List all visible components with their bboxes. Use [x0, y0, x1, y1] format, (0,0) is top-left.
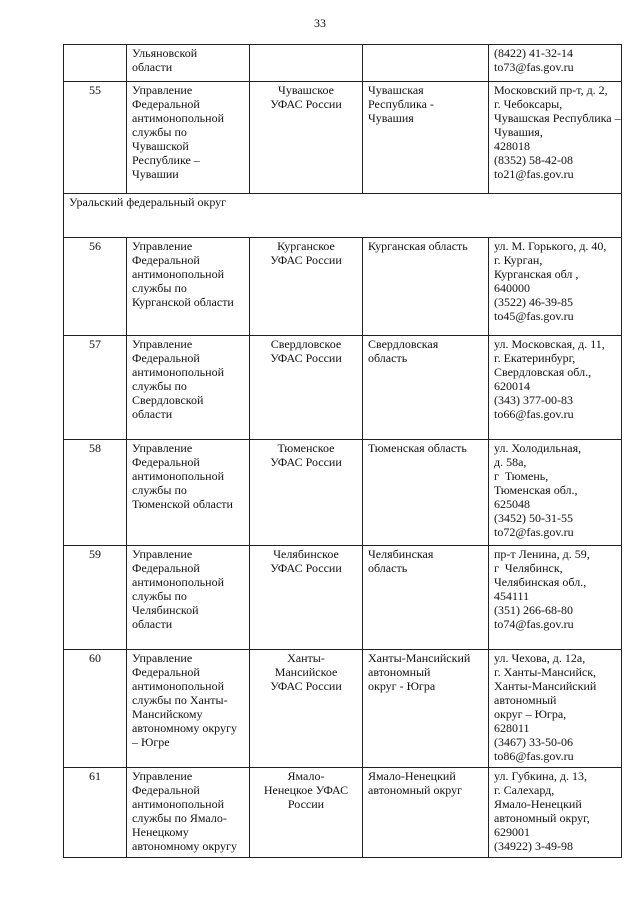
authority-name-line: антимонопольной — [132, 365, 224, 379]
region-cell — [363, 546, 489, 650]
address-line: округ – Югра, — [494, 707, 567, 721]
authority-name-line: Тюменской области — [132, 497, 233, 511]
short-name-line: Ямало- — [287, 769, 325, 783]
address-line: г. Салехард, — [494, 783, 555, 797]
address-line: Московский пр-т, д. 2, — [494, 83, 608, 97]
region-line: автономный — [368, 665, 431, 679]
address-line: (8422) 41-32-14 — [494, 46, 573, 60]
address-line: (343) 377-00-83 — [494, 393, 573, 407]
address-cell — [489, 45, 622, 82]
address-line: to86@fas.gov.ru — [494, 749, 574, 763]
authority-name-line: службы по Ханты- — [132, 693, 228, 707]
short-name-cell — [250, 768, 363, 858]
row-number: 60 — [64, 650, 127, 768]
table-row — [64, 238, 622, 336]
authority-name-line: Управление — [132, 769, 193, 783]
address-line: 629001 — [494, 825, 530, 839]
authority-name-line: Чувашской — [132, 139, 189, 153]
region-cell — [363, 336, 489, 440]
address-cell — [489, 238, 622, 336]
address-line: (351) 266-68-80 — [494, 603, 573, 617]
authority-name-line: области — [132, 407, 173, 421]
address-line: 628011 — [494, 721, 530, 735]
authority-name-line: Федеральной — [132, 351, 200, 365]
region-cell — [363, 768, 489, 858]
authority-name-cell — [127, 238, 250, 336]
address-line: ул. М. Горького, д. 40, — [494, 239, 607, 253]
address-line: г. Курган, — [494, 253, 543, 267]
authority-name-cell — [127, 440, 250, 546]
authority-name-cell — [127, 768, 250, 858]
address-line: ул. Холодильная, — [494, 441, 582, 455]
short-name-line: Чувашское — [278, 83, 334, 97]
authority-name-line: антимонопольной — [132, 111, 224, 125]
region-line: Ямало-Ненецкий — [368, 769, 456, 783]
address-cell — [489, 650, 622, 768]
authority-name-line: антимонопольной — [132, 797, 224, 811]
authority-name-line: Ненецкому — [132, 825, 189, 839]
authority-name-line: службы по — [132, 379, 187, 393]
short-name-line: Свердловское — [270, 337, 342, 351]
address-cell — [489, 82, 622, 194]
table-row — [64, 45, 622, 82]
short-name-line: Ханты- — [287, 651, 325, 665]
row-number: 59 — [64, 546, 127, 650]
short-name-line: России — [287, 797, 325, 811]
address-line: to66@fas.gov.ru — [494, 407, 574, 421]
region-cell — [363, 440, 489, 546]
authority-name-line: Федеральной — [132, 253, 200, 267]
address-line: ул. Чехова, д. 12а, — [494, 651, 586, 665]
address-line: д. 58а, — [494, 455, 527, 469]
short-name-cell — [250, 546, 363, 650]
region-line: Свердловская — [368, 337, 439, 351]
authority-name-line: службы по — [132, 125, 187, 139]
table-row — [64, 440, 622, 546]
short-name-cell — [250, 336, 363, 440]
address-line: 454111 — [494, 589, 530, 603]
authority-name-line: антимонопольной — [132, 267, 224, 281]
authority-name-line: области — [132, 617, 173, 631]
region-line: автономный округ — [368, 783, 463, 797]
authority-name-cell — [127, 336, 250, 440]
authority-name-line: службы по — [132, 589, 187, 603]
address-line: ул. Губкина, д. 13, — [494, 769, 587, 783]
authority-name-line: Управление — [132, 239, 193, 253]
table-body — [64, 45, 622, 858]
region-line: Чувашская — [368, 83, 424, 97]
authority-name-cell — [127, 650, 250, 768]
address-line: to21@fas.gov.ru — [494, 167, 574, 181]
address-line: Чувашия, — [494, 125, 543, 139]
authority-name-line: Федеральной — [132, 783, 200, 797]
address-line: Курганская обл , — [494, 267, 579, 281]
address-cell — [489, 768, 622, 858]
region-line: Челябинская — [368, 547, 434, 561]
authority-name-line: Управление — [132, 651, 193, 665]
authority-name-line: Челябинской — [132, 603, 199, 617]
short-name-cell — [250, 82, 363, 194]
address-line: (3467) 33-50-06 — [494, 735, 573, 749]
short-name-line: УФАС России — [270, 253, 342, 267]
short-name-line: Курганское — [277, 239, 335, 253]
address-line: г Челябинск, — [494, 561, 563, 575]
address-line: 640000 — [494, 281, 530, 295]
short-name-line: УФАС России — [270, 679, 342, 693]
table-row — [64, 768, 622, 858]
region-line: Чувашия — [368, 111, 414, 125]
address-line: to72@fas.gov.ru — [494, 525, 574, 539]
row-number: 56 — [64, 238, 127, 336]
address-line: Ямало-Ненецкий — [494, 797, 582, 811]
short-name-line: УФАС России — [270, 351, 342, 365]
short-name-cell — [250, 650, 363, 768]
region-cell — [363, 45, 489, 82]
short-name-line: УФАС России — [270, 97, 342, 111]
address-line: г Тюмень, — [494, 469, 549, 483]
authority-name-line: Управление — [132, 83, 193, 97]
address-line: (3522) 46-39-85 — [494, 295, 573, 309]
address-line: 620014 — [494, 379, 530, 393]
authority-name-line: Свердловской — [132, 393, 204, 407]
row-number: 57 — [64, 336, 127, 440]
short-name-line: Челябинское — [273, 547, 339, 561]
region-line: Курганская область — [368, 239, 468, 253]
authority-name-line: Управление — [132, 547, 193, 561]
address-line: (8352) 58-42-08 — [494, 153, 573, 167]
authority-name-cell — [127, 82, 250, 194]
short-name-line: Тюменское — [277, 441, 335, 455]
authority-name-line: – Югре — [132, 735, 170, 749]
address-cell — [489, 440, 622, 546]
address-line: to74@fas.gov.ru — [494, 617, 574, 631]
address-line: to73@fas.gov.ru — [494, 60, 574, 74]
region-line: Ханты-Мансийский — [368, 651, 471, 665]
address-line: автономный округ, — [494, 811, 590, 825]
address-line: Свердловская обл., — [494, 365, 592, 379]
region-cell — [363, 238, 489, 336]
address-line: г. Чебоксары, — [494, 97, 563, 111]
short-name-line: УФАС России — [270, 455, 342, 469]
authority-name-line: службы по — [132, 483, 187, 497]
address-line: Тюменская обл., — [494, 483, 578, 497]
authority-name-line: Федеральной — [132, 97, 200, 111]
section-row — [64, 194, 622, 238]
authority-name-line: Федеральной — [132, 665, 200, 679]
address-line: Чувашская Республика – — [494, 111, 621, 125]
short-name-cell — [250, 238, 363, 336]
address-line: to45@fas.gov.ru — [494, 309, 574, 323]
short-name-line: Мансийское — [274, 665, 338, 679]
region-line: область — [368, 351, 408, 365]
authority-name-line: Федеральной — [132, 561, 200, 575]
authority-name-line: антимонопольной — [132, 469, 224, 483]
table-row — [64, 546, 622, 650]
authority-name-line: автономному округу — [132, 839, 237, 853]
address-line: г. Екатеринбург, — [494, 351, 576, 365]
authority-name-line: антимонопольной — [132, 679, 224, 693]
address-cell — [489, 336, 622, 440]
authority-name-line: службы по — [132, 281, 187, 295]
page-number: 33 — [314, 16, 326, 30]
short-name-line: Ненецкое УФАС — [263, 783, 349, 797]
row-number: 58 — [64, 440, 127, 546]
authority-name-line: Республике – — [132, 153, 200, 167]
authority-name-line: Управление — [132, 337, 193, 351]
authority-name-line: Мансийскому — [132, 707, 203, 721]
authority-name-line: автономному округу — [132, 721, 237, 735]
authority-name-line: области — [132, 60, 173, 74]
row-number: 61 — [64, 768, 127, 858]
authority-name-line: службы по Ямало- — [132, 811, 227, 825]
short-name-cell — [250, 440, 363, 546]
row-number — [64, 45, 127, 82]
authority-name-cell — [127, 546, 250, 650]
short-name-line: УФАС России — [270, 561, 342, 575]
region-cell — [363, 82, 489, 194]
address-line: (3452) 50-31-55 — [494, 511, 573, 525]
row-number: 55 — [64, 82, 127, 194]
address-line: пр-т Ленина, д. 59, — [494, 547, 590, 561]
authorities-table — [63, 44, 622, 858]
table-row — [64, 650, 622, 768]
address-line: ул. Московская, д. 11, — [494, 337, 605, 351]
region-line: область — [368, 561, 408, 575]
address-line: г. Ханты-Мансийск, — [494, 665, 597, 679]
authority-name-cell — [127, 45, 250, 82]
authority-name-line: Управление — [132, 441, 193, 455]
address-line: 428018 — [494, 139, 530, 153]
address-cell — [489, 546, 622, 650]
region-line: Тюменская область — [368, 441, 467, 455]
table-row — [64, 336, 622, 440]
authority-name-line: Федеральной — [132, 455, 200, 469]
region-line: округ - Югра — [368, 679, 436, 693]
short-name-cell — [250, 45, 363, 82]
region-line: Республика - — [368, 97, 434, 111]
address-line: автономный — [494, 693, 557, 707]
authority-name-line: антимонопольной — [132, 575, 224, 589]
region-cell — [363, 650, 489, 768]
address-line: (34922) 3-49-98 — [494, 839, 573, 853]
authority-name-line: Чувашии — [132, 167, 179, 181]
table-row — [64, 82, 622, 194]
authority-name-line: Курганской области — [132, 295, 234, 309]
section-heading: Уральский федеральный округ — [64, 194, 622, 238]
authority-name-line: Ульяновской — [132, 46, 198, 60]
address-line: 625048 — [494, 497, 530, 511]
address-line: Ханты-Мансийский — [494, 679, 597, 693]
address-line: Челябинская обл., — [494, 575, 587, 589]
